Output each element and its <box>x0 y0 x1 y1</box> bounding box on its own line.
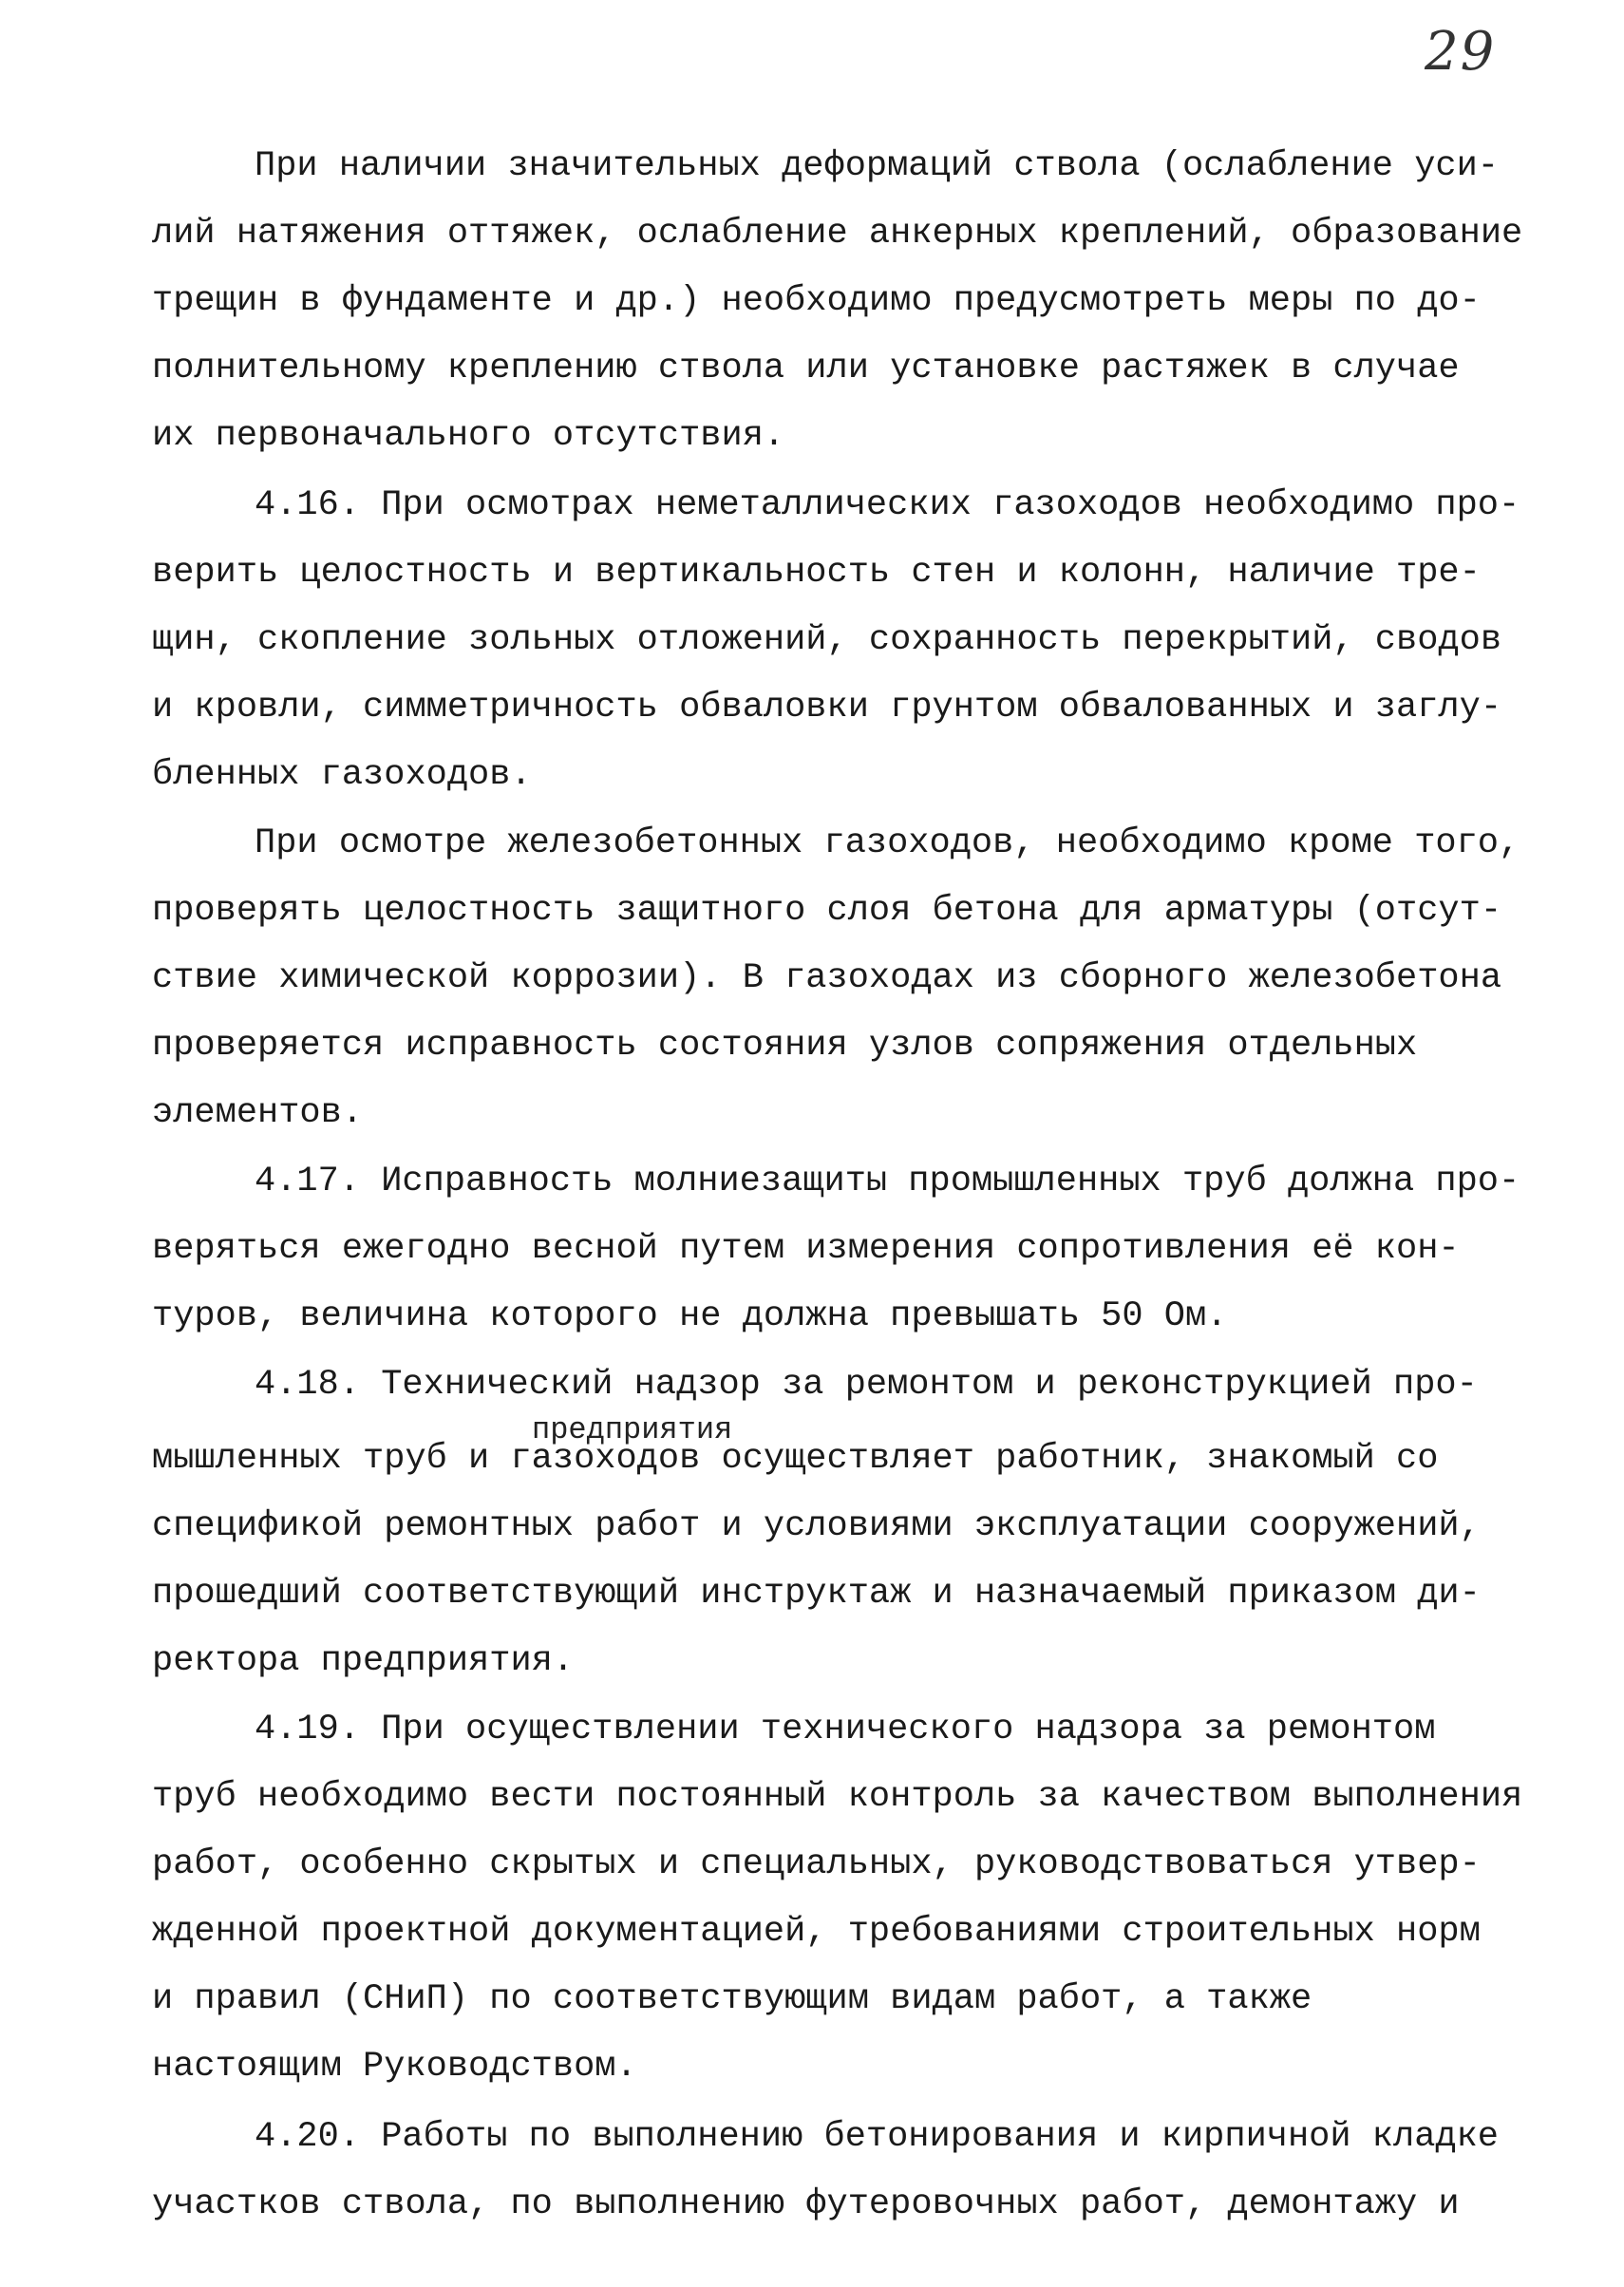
text-line: При наличии значительных деформаций ствола (ослабление уси- <box>255 146 1500 186</box>
page-number: 29 <box>1425 21 1497 83</box>
text-line: 4.16. При осмотрах неметаллических газоходов необходимо про- <box>255 485 1520 525</box>
text-line: ректора предприятия. <box>152 1641 575 1681</box>
text-line: труб необходимо вести постоянный контроль за качеством выполнения <box>152 1777 1523 1817</box>
text-line: лий натяжения оттяжек, ослабление анкерных креплений, образование <box>152 214 1523 254</box>
text-line: полнительному креплению ствола или установке растяжек в случае <box>152 349 1460 388</box>
text-line: 4.17. Исправность молниезащиты промышленных труб должна про- <box>255 1162 1520 1201</box>
text-line: настоящим Руководством. <box>152 2047 637 2087</box>
text-line: 4.18. Технический надзор за ремонтом и реконструкцией про- <box>255 1365 1478 1405</box>
text-line: 4.20. Работы по выполнению бетонирования и кирпичной кладке <box>255 2117 1500 2157</box>
text-line: бленных газоходов. <box>152 755 532 795</box>
text-line: элементов. <box>152 1093 364 1133</box>
text-line: 4.19. При осуществлении технического надзора за ремонтом <box>255 1710 1436 1749</box>
handwritten-insert: предприятия <box>532 1412 733 1447</box>
text-line: веряться ежегодно весной путем измерения сопротивления её кон- <box>152 1229 1460 1269</box>
text-line: трещин в фундаменте и др.) необходимо предусмотреть меры по до- <box>152 281 1481 321</box>
text-line: проверяется исправность состояния узлов сопряжения отдельных <box>152 1026 1418 1066</box>
text-line: прошедший соответствующий инструктаж и назначаемый приказом ди- <box>152 1574 1481 1614</box>
text-line: жденной проектной документацией, требованиями строительных норм <box>152 1912 1481 1952</box>
text-line: спецификой ремонтных работ и условиями эксплуатации сооружений, <box>152 1506 1481 1546</box>
text-line: щин, скопление зольных отложений, сохранность перекрытий, сводов <box>152 620 1502 660</box>
text-line: При осмотре железобетонных газоходов, необходимо кроме того, <box>255 823 1520 863</box>
text-line: работ, особенно скрытых и специальных, руководствоваться утвер- <box>152 1844 1481 1884</box>
text-line: туров, величина которого не должна превышать 50 Ом. <box>152 1296 1228 1336</box>
text-line: ствие химической коррозии). В газоходах из сборного железобетона <box>152 958 1502 998</box>
text-line: проверять целостность защитного слоя бетона для арматуры (отсут- <box>152 891 1502 931</box>
text-line: мышленных труб и газоходов осуществляет работник, знакомый со <box>152 1439 1439 1479</box>
text-line: и кровли, симметричность обваловки грунтом обвалованных и заглу- <box>152 688 1502 728</box>
text-line: участков ствола, по выполнению футеровочных работ, демонтажу и <box>152 2184 1460 2224</box>
text-line: верить целостность и вертикальность стен и колонн, наличие тре- <box>152 553 1481 593</box>
text-line: и правил (СНиП) по соответствующим видам работ, а также <box>152 1979 1312 2019</box>
text-line: их первоначального отсутствия. <box>152 416 785 456</box>
